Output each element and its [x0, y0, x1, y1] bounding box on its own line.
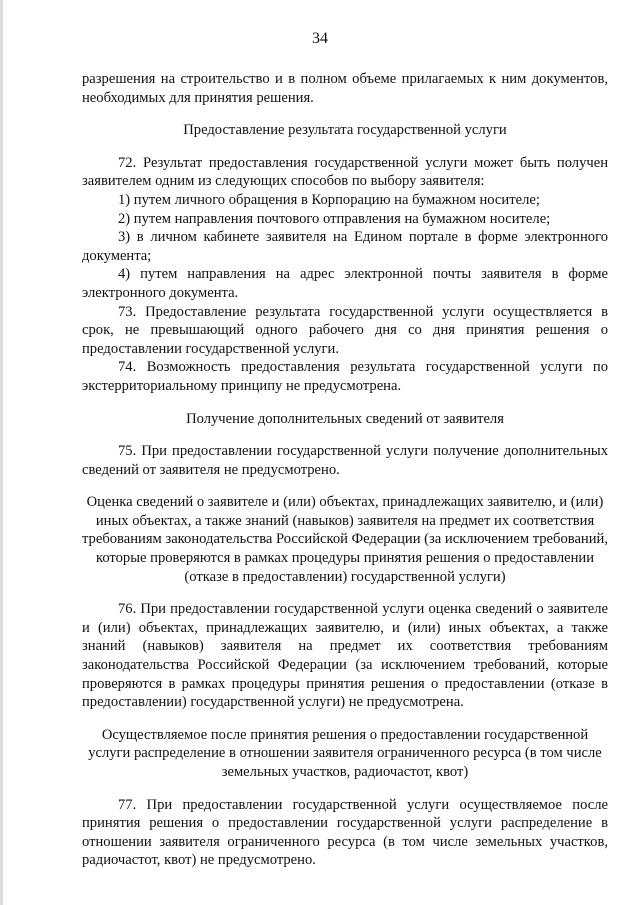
section-heading-additional-info: Получение дополнительных сведений от заявителя [186, 410, 504, 427]
paragraph-77: 77. При предоставлении государственной услуги осуществляемое после принятия решения о предоставлении государственной услуги распределение в отношении заявителя ограниченного ресурса (в том числе земельных участков, радиочастот, квот) не предусмотрено. [82, 796, 608, 869]
paragraph-74: 74. Возможность предоставления результата государственной услуги по экстерриториальному принципу не предусмотрена. [82, 359, 608, 394]
paragraph-72-item-1: 1) путем личного обращения в Корпорацию на бумажном носителе; [118, 191, 540, 208]
document-body [82, 70, 608, 870]
section-heading-resource-distribution: Осуществляемое после принятия решения о предоставлении государственной услуги распределение в отношении заявителя ограниченного ресурса (в том числе земельных участков, радиочастот, квот) [88, 726, 602, 780]
paragraph-72-item-4: 4) путем направления на адрес электронной почты заявителя в форме электронного документа. [82, 266, 608, 301]
paragraph-72-item-2: 2) путем направления почтового отправления на бумажном носителе; [118, 210, 551, 227]
section-heading-assessment: Оценка сведений о заявителе и (или) объектах, принадлежащих заявителю, и (или) иных объектах, а также знаний (навыков) заявителя на предмет их соответствия требованиям законодательства Российской Федерации (за исключением требований, которые проверяются в рамках процедуры принятия решения о предоставлении (отказе в предоставлении) государственной услуги) [82, 494, 609, 585]
paragraph-continuation: разрешения на строительство и в полном объеме прилагаемых к ним документов, необходимых для принятия решения. [82, 71, 608, 106]
paragraph-75: 75. При предоставлении государственной услуги получение дополнительных сведений от заявителя не предусмотрено. [82, 443, 608, 478]
scan-edge [0, 0, 3, 905]
paragraph-72: 72. Результат предоставления государственной услуги может быть получен заявителем одним из следующих способов по выбору заявителя: [82, 154, 608, 190]
section-heading-result: Предоставление результата государственной услуги [183, 122, 507, 139]
paragraph-72-item-3: 3) в личном кабинете заявителя на Едином портале в форме электронного документа; [82, 229, 608, 264]
page-number: 34 [312, 30, 328, 47]
paragraph-73: 73. Предоставление результата государственной услуги осуществляется в срок, не превышающий одного рабочего дня со дня принятия решения о предоставлении государственной услуги. [82, 303, 608, 357]
paragraph-76: 76. При предоставлении государственной услуги оценка сведений о заявителе и (или) объектах, принадлежащих заявителю, и (или) иных объектах, а также знаний (навыков) заявителя на предмет их соответствия требованиям законодательства Российской Федерации (за исключением требований, которые проверяются в рамках процедуры принятия решения о предоставлении (отказе в предоставлении) государственной услуги) не предусмотрена. [82, 601, 608, 711]
